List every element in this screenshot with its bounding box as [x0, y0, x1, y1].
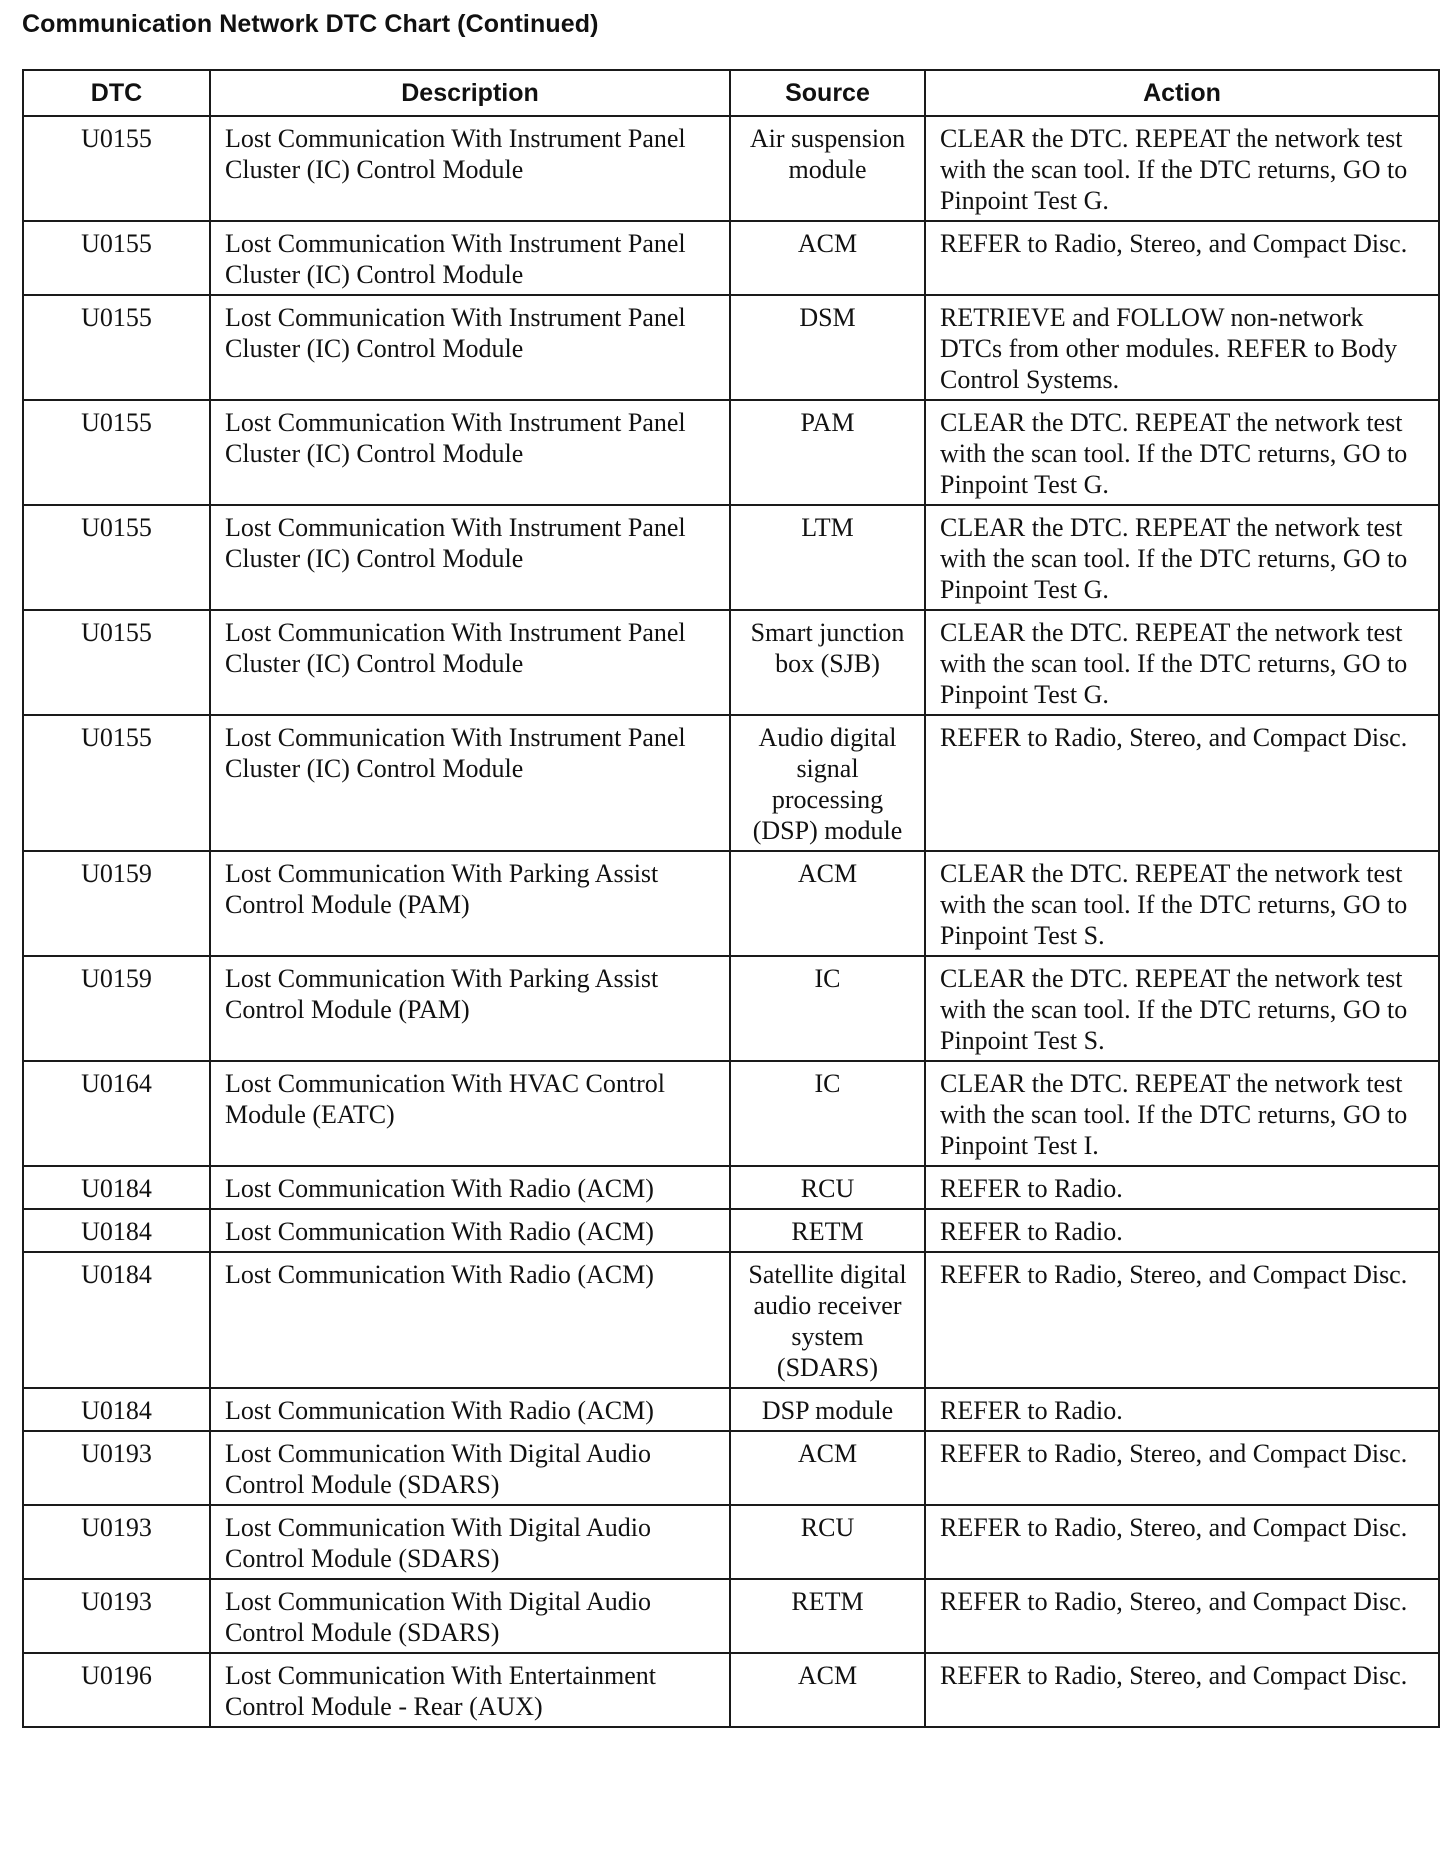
dtc-code: U0155 [23, 715, 210, 851]
table-row [23, 851, 1439, 956]
dtc-description: Lost Communication With Instrument Panel Cluster (IC) Control Module [210, 400, 730, 505]
table-row [23, 505, 1439, 610]
table-row [23, 1252, 1439, 1388]
dtc-source: ACM [730, 1431, 925, 1505]
dtc-description: Lost Communication With Entertainment Control Module - Rear (AUX) [210, 1653, 730, 1727]
dtc-code: U0155 [23, 400, 210, 505]
table-row [23, 1431, 1439, 1505]
dtc-action: REFER to Radio, Stereo, and Compact Disc. [925, 1505, 1439, 1579]
dtc-code: U0155 [23, 505, 210, 610]
table-row [23, 295, 1439, 400]
dtc-code: U0155 [23, 295, 210, 400]
table-row [23, 1388, 1439, 1431]
header-description: Description [210, 70, 730, 116]
header-dtc: DTC [23, 70, 210, 116]
table-row [23, 956, 1439, 1061]
dtc-code: U0155 [23, 610, 210, 715]
table-row [23, 1061, 1439, 1166]
dtc-source: IC [730, 956, 925, 1061]
dtc-source: RCU [730, 1166, 925, 1209]
dtc-action: REFER to Radio. [925, 1209, 1439, 1252]
dtc-source: Air suspension module [730, 116, 925, 221]
table-row [23, 715, 1439, 851]
page-title: Communication Network DTC Chart (Continued) [22, 10, 599, 38]
dtc-code: U0193 [23, 1431, 210, 1505]
dtc-source: DSP module [730, 1388, 925, 1431]
dtc-source: Audio digital signal processing (DSP) module [730, 715, 925, 851]
dtc-code: U0184 [23, 1166, 210, 1209]
header-source: Source [730, 70, 925, 116]
dtc-code: U0193 [23, 1505, 210, 1579]
dtc-description: Lost Communication With Instrument Panel Cluster (IC) Control Module [210, 505, 730, 610]
table-row [23, 1166, 1439, 1209]
dtc-action: REFER to Radio, Stereo, and Compact Disc. [925, 715, 1439, 851]
table-header [23, 70, 1439, 116]
dtc-action: CLEAR the DTC. REPEAT the network test with the scan tool. If the DTC returns, GO to Pinpoint Test G. [925, 116, 1439, 221]
dtc-source: LTM [730, 505, 925, 610]
dtc-description: Lost Communication With Instrument Panel Cluster (IC) Control Module [210, 295, 730, 400]
table-row [23, 610, 1439, 715]
dtc-description: Lost Communication With Digital Audio Control Module (SDARS) [210, 1579, 730, 1653]
dtc-description: Lost Communication With Radio (ACM) [210, 1388, 730, 1431]
dtc-code: U0159 [23, 851, 210, 956]
dtc-description: Lost Communication With HVAC Control Module (EATC) [210, 1061, 730, 1166]
dtc-description: Lost Communication With Radio (ACM) [210, 1209, 730, 1252]
dtc-code: U0164 [23, 1061, 210, 1166]
dtc-description: Lost Communication With Parking Assist Control Module (PAM) [210, 851, 730, 956]
dtc-description: Lost Communication With Digital Audio Control Module (SDARS) [210, 1505, 730, 1579]
dtc-action: REFER to Radio, Stereo, and Compact Disc. [925, 1579, 1439, 1653]
dtc-source: ACM [730, 851, 925, 956]
dtc-description: Lost Communication With Instrument Panel Cluster (IC) Control Module [210, 610, 730, 715]
header-action: Action [925, 70, 1439, 116]
dtc-action: REFER to Radio, Stereo, and Compact Disc. [925, 1653, 1439, 1727]
dtc-action: CLEAR the DTC. REPEAT the network test with the scan tool. If the DTC returns, GO to Pinpoint Test G. [925, 505, 1439, 610]
table-row [23, 1653, 1439, 1727]
table-row [23, 1505, 1439, 1579]
dtc-description: Lost Communication With Parking Assist Control Module (PAM) [210, 956, 730, 1061]
dtc-description: Lost Communication With Radio (ACM) [210, 1252, 730, 1388]
dtc-code: U0184 [23, 1388, 210, 1431]
dtc-action: REFER to Radio. [925, 1166, 1439, 1209]
dtc-code: U0159 [23, 956, 210, 1061]
dtc-code: U0184 [23, 1252, 210, 1388]
dtc-description: Lost Communication With Instrument Panel Cluster (IC) Control Module [210, 116, 730, 221]
table-row [23, 221, 1439, 295]
dtc-code: U0196 [23, 1653, 210, 1727]
table-row [23, 1209, 1439, 1252]
dtc-code: U0193 [23, 1579, 210, 1653]
dtc-action: RETRIEVE and FOLLOW non-network DTCs from other modules. REFER to Body Control Systems. [925, 295, 1439, 400]
dtc-source: IC [730, 1061, 925, 1166]
dtc-code: U0155 [23, 221, 210, 295]
dtc-action: CLEAR the DTC. REPEAT the network test with the scan tool. If the DTC returns, GO to Pinpoint Test I. [925, 1061, 1439, 1166]
table-body [23, 116, 1439, 1727]
table-row [23, 116, 1439, 221]
dtc-source: ACM [730, 1653, 925, 1727]
dtc-action: REFER to Radio. [925, 1388, 1439, 1431]
dtc-source: RETM [730, 1209, 925, 1252]
dtc-code: U0155 [23, 116, 210, 221]
dtc-action: CLEAR the DTC. REPEAT the network test with the scan tool. If the DTC returns, GO to Pinpoint Test G. [925, 400, 1439, 505]
dtc-action: CLEAR the DTC. REPEAT the network test with the scan tool. If the DTC returns, GO to Pinpoint Test G. [925, 610, 1439, 715]
dtc-source: Satellite digital audio receiver system (SDARS) [730, 1252, 925, 1388]
dtc-description: Lost Communication With Instrument Panel Cluster (IC) Control Module [210, 715, 730, 851]
table-row [23, 400, 1439, 505]
dtc-action: CLEAR the DTC. REPEAT the network test with the scan tool. If the DTC returns, GO to Pinpoint Test S. [925, 851, 1439, 956]
dtc-table [22, 69, 1440, 1728]
dtc-source: ACM [730, 221, 925, 295]
dtc-action: REFER to Radio, Stereo, and Compact Disc. [925, 1431, 1439, 1505]
dtc-source: RCU [730, 1505, 925, 1579]
dtc-source: PAM [730, 400, 925, 505]
dtc-description: Lost Communication With Digital Audio Control Module (SDARS) [210, 1431, 730, 1505]
dtc-source: DSM [730, 295, 925, 400]
dtc-action: REFER to Radio, Stereo, and Compact Disc. [925, 1252, 1439, 1388]
dtc-description: Lost Communication With Instrument Panel Cluster (IC) Control Module [210, 221, 730, 295]
dtc-source: RETM [730, 1579, 925, 1653]
dtc-source: Smart junction box (SJB) [730, 610, 925, 715]
header-row [23, 70, 1439, 116]
table-row [23, 1579, 1439, 1653]
dtc-code: U0184 [23, 1209, 210, 1252]
dtc-action: CLEAR the DTC. REPEAT the network test with the scan tool. If the DTC returns, GO to Pinpoint Test S. [925, 956, 1439, 1061]
dtc-description: Lost Communication With Radio (ACM) [210, 1166, 730, 1209]
dtc-action: REFER to Radio, Stereo, and Compact Disc. [925, 221, 1439, 295]
